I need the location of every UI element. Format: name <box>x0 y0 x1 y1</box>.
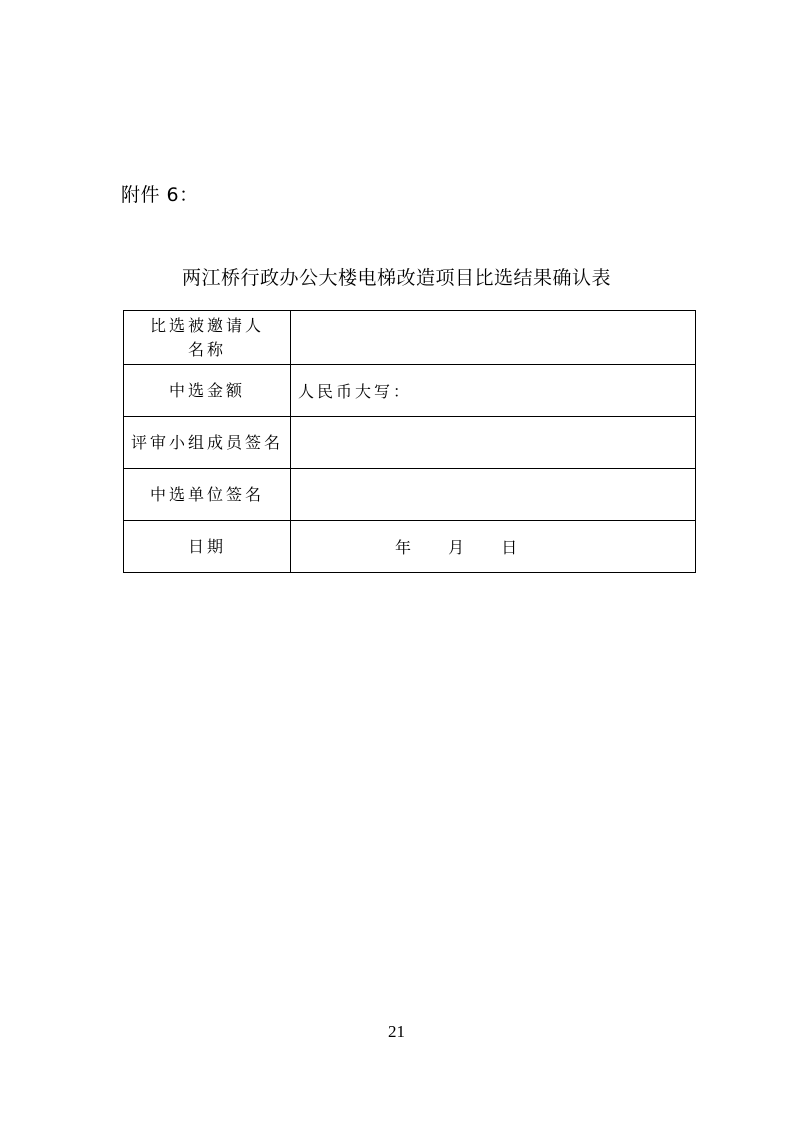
panel-signature-value <box>291 417 696 469</box>
page-number: 21 <box>388 1022 405 1041</box>
winning-amount-label: 中选金额 <box>124 365 291 417</box>
date-label: 日期 <box>124 521 291 573</box>
date-month-label: 月 <box>448 538 468 557</box>
unit-signature-value <box>291 469 696 521</box>
date-day-label: 日 <box>501 538 521 557</box>
document-title: 两江桥行政办公大楼电梯改造项目比选结果确认表 <box>181 267 611 289</box>
winning-amount-value: 人民币大写： <box>291 365 696 417</box>
date-year-label: 年 <box>395 538 415 557</box>
invitee-name-label-line2: 名称 <box>187 339 226 359</box>
unit-signature-label: 中选单位签名 <box>124 469 291 521</box>
invitee-name-value <box>291 311 696 365</box>
confirmation-table <box>123 310 696 573</box>
table-row-panel-signature <box>124 417 696 469</box>
panel-signature-label: 评审小组成员签名 <box>124 417 291 469</box>
table-row-date <box>124 521 696 573</box>
invitee-name-label-line1: 比选被邀请人 <box>149 315 264 335</box>
date-value <box>291 521 696 573</box>
table-row-amount <box>124 365 696 417</box>
table-row-invitee <box>124 311 696 365</box>
invitee-name-label <box>124 311 291 365</box>
table-row-unit-signature <box>124 469 696 521</box>
attachment-label: 附件 6： <box>121 184 199 206</box>
